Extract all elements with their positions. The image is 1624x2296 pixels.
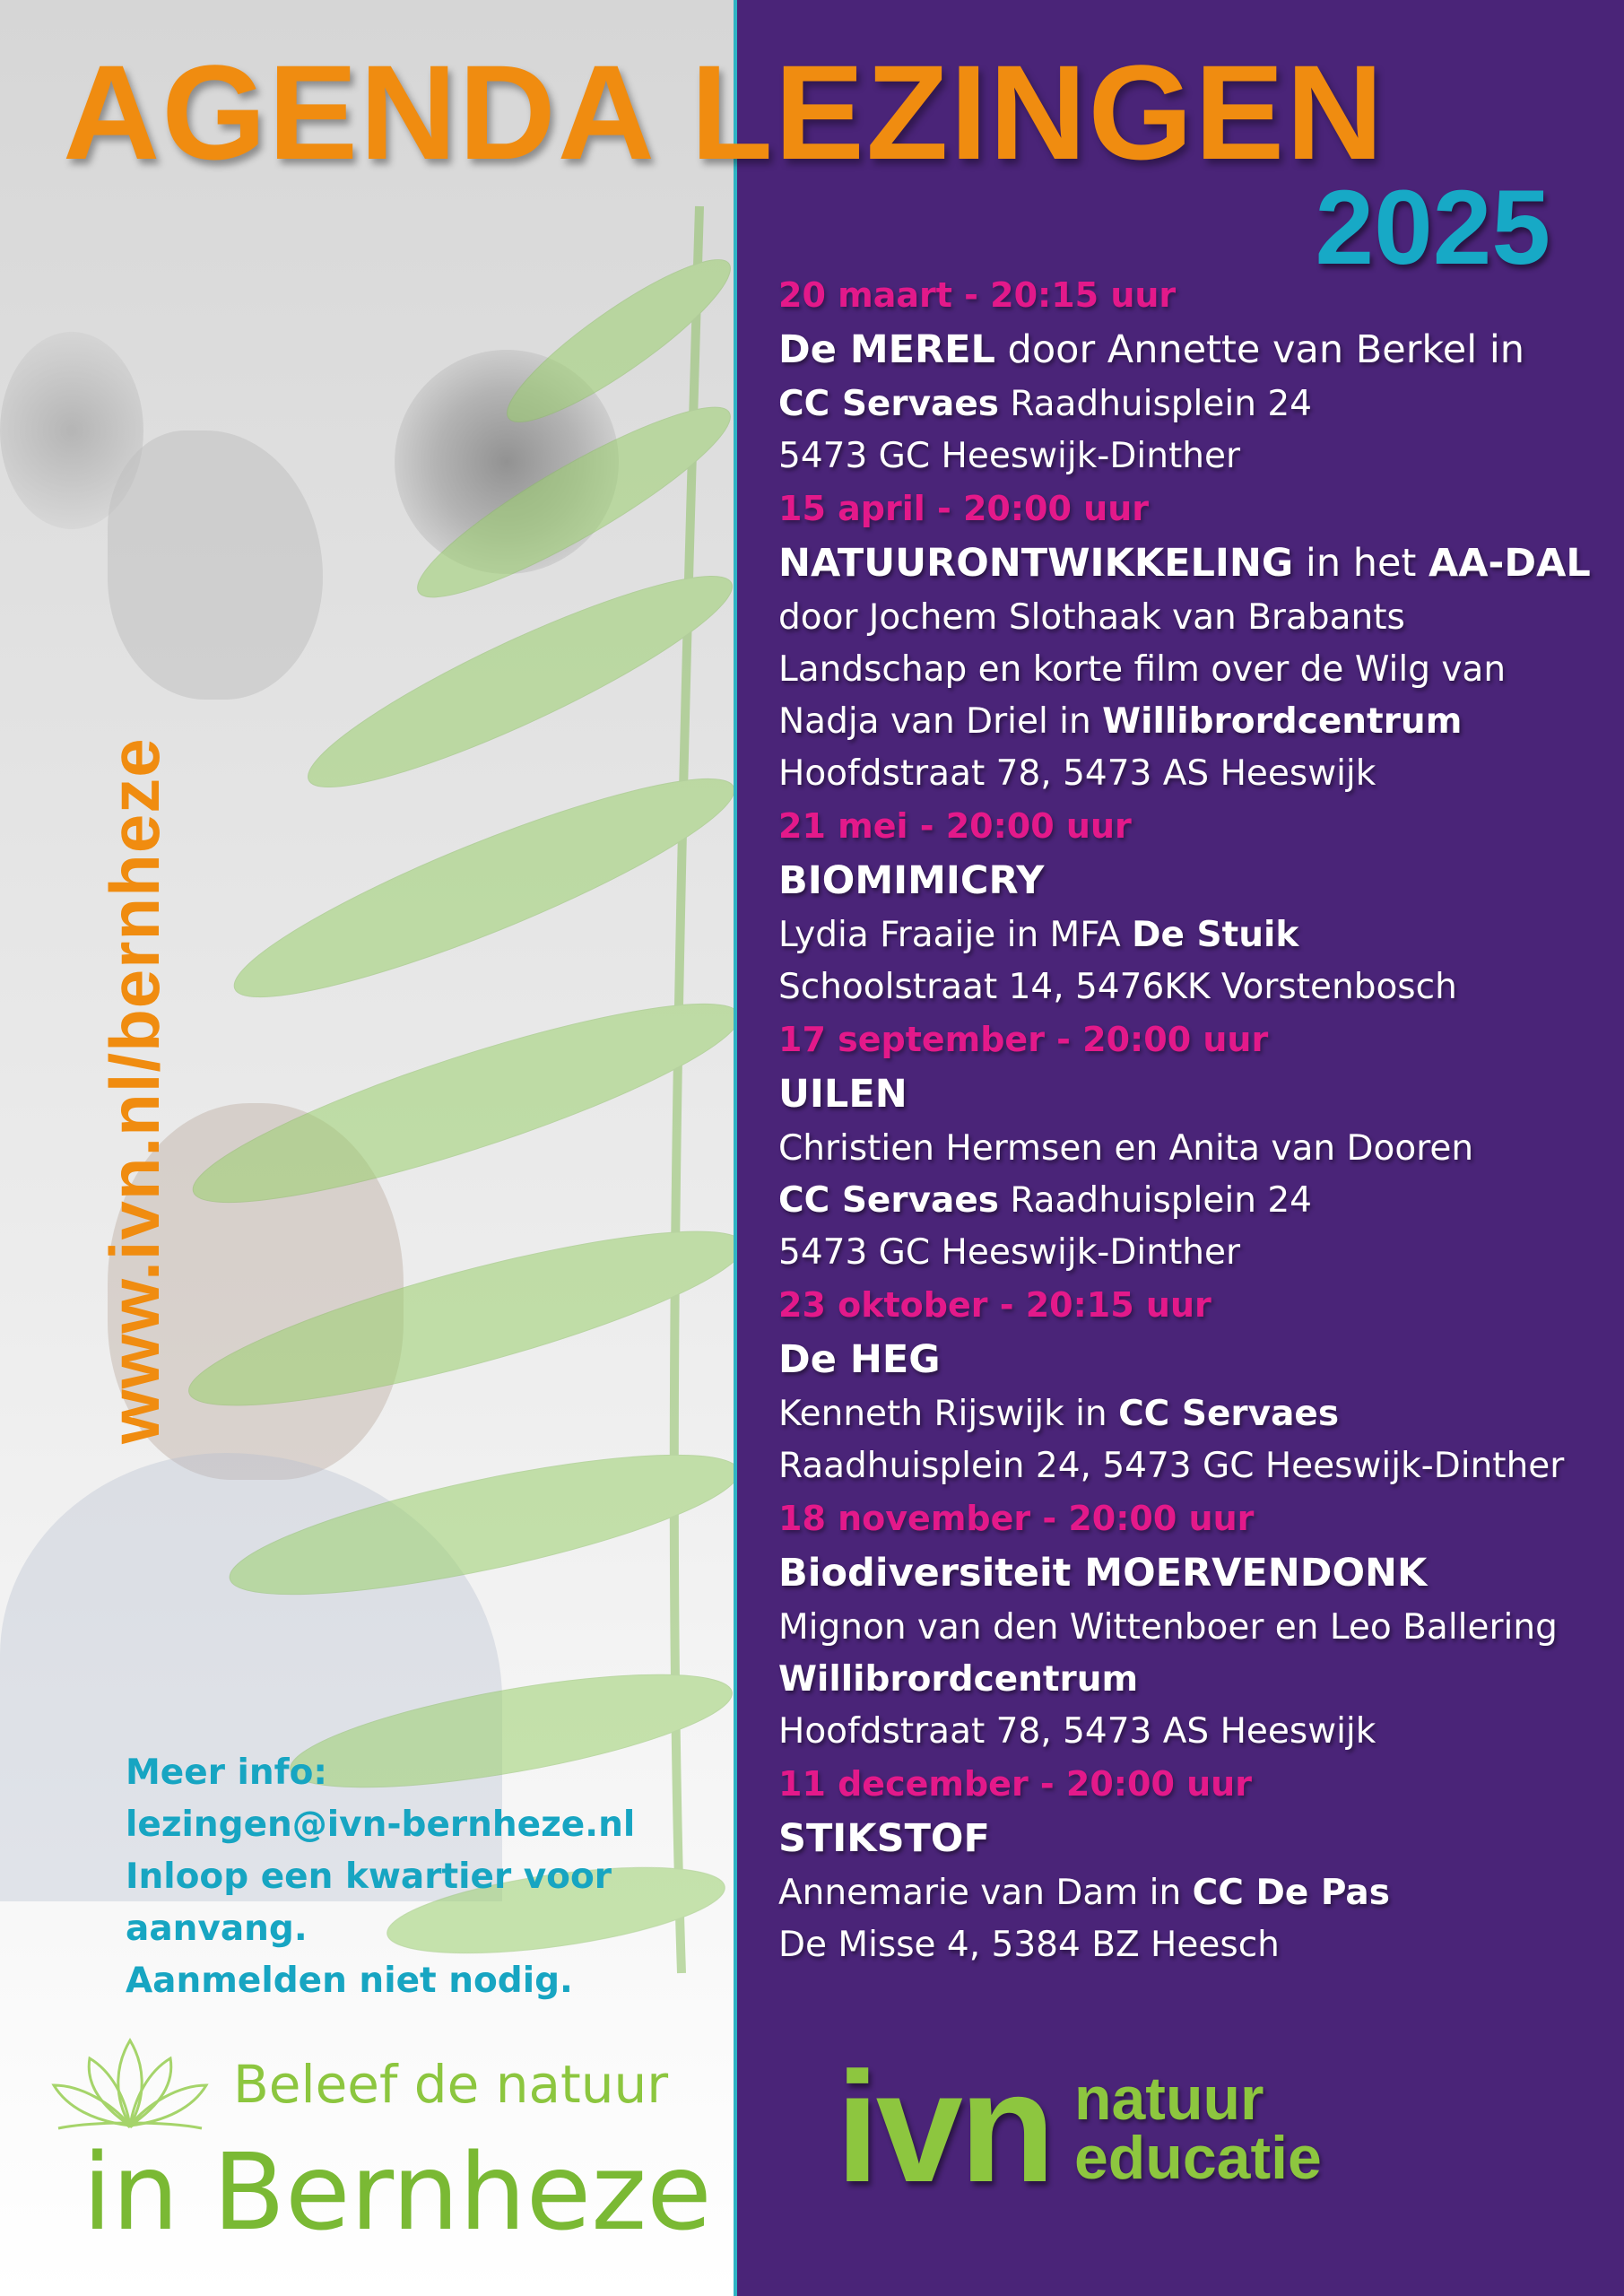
event-highlight-text: CC Servaes — [1118, 1394, 1340, 1434]
info-line: Inloop een kwartier voor — [126, 1857, 612, 1897]
info-email-link[interactable]: lezingen@ivn-bernheze.nl — [126, 1805, 636, 1845]
event-detail-line — [778, 430, 1612, 483]
event-highlight-text: Biodiversiteit MOERVENDONK — [778, 1551, 1428, 1596]
info-block — [126, 1747, 699, 2007]
event-text: in het — [1293, 541, 1429, 586]
event-item — [778, 1279, 1612, 1492]
event-highlight-text: NATUURONTWIKKELING — [778, 541, 1294, 586]
ivn-tag-line: educatie — [1073, 2123, 1322, 2192]
event-detail-line — [778, 1654, 1612, 1706]
ivn-logo-tagline — [1073, 2064, 1322, 2192]
event-text: 5473 GC Heeswijk-Dinther — [778, 1232, 1240, 1273]
event-text: Lydia Fraaije in MFA — [778, 915, 1133, 955]
event-date: 17 september - 20:00 uur — [778, 1020, 1269, 1059]
event-text: Raadhuisplein 24, 5473 GC Heeswijk-Dinther — [778, 1446, 1565, 1486]
event-text: De Misse 4, 5384 BZ Heesch — [778, 1925, 1280, 1965]
event-date: 15 april - 20:00 uur — [778, 489, 1150, 528]
event-title-line — [778, 535, 1612, 592]
event-text: Annemarie van Dam in — [778, 1873, 1193, 1913]
ivn-tag-line: natuur — [1073, 2064, 1264, 2133]
event-item — [778, 800, 1612, 1013]
event-text: door Jochem Slothaak van Brabants — [778, 597, 1405, 638]
event-date: 18 november - 20:00 uur — [778, 1499, 1255, 1538]
event-highlight-text: STIKSTOF — [778, 1816, 990, 1861]
event-text: Kenneth Rijswijk in — [778, 1394, 1119, 1434]
event-text: Hoofdstraat 78, 5473 AS Heeswijk — [778, 1711, 1376, 1752]
event-detail-line — [778, 378, 1612, 430]
event-detail-line — [778, 1602, 1612, 1654]
event-detail-line — [778, 592, 1612, 644]
event-date: 23 oktober - 20:15 uur — [778, 1285, 1211, 1325]
event-title-line — [778, 1331, 1612, 1388]
event-title-line — [778, 1544, 1612, 1602]
info-line: Meer info: — [126, 1752, 328, 1793]
event-detail-line — [778, 909, 1612, 961]
event-detail-line — [778, 961, 1612, 1013]
event-text: Mignon van den Wittenboer en Leo Ballering — [778, 1607, 1558, 1648]
panel-divider — [734, 0, 737, 2296]
event-highlight-text: BIOMIMICRY — [778, 858, 1045, 903]
event-text: Raadhuisplein 24 — [999, 1180, 1312, 1221]
event-highlight-text: Willibrordcentrum — [1102, 701, 1463, 742]
event-text: Christien Hermsen en Anita van Dooren — [778, 1128, 1474, 1169]
event-highlight-text: CC Servaes — [778, 1180, 999, 1221]
event-detail-line — [778, 748, 1612, 800]
event-text: 5473 GC Heeswijk-Dinther — [778, 436, 1240, 476]
event-detail-line — [778, 696, 1612, 748]
event-highlight-text: UILEN — [778, 1072, 908, 1117]
event-highlight-text: Willibrordcentrum — [778, 1659, 1139, 1700]
year-label: 2025 — [1315, 169, 1550, 287]
event-date: 21 mei - 20:00 uur — [778, 806, 1132, 846]
event-date: 11 december - 20:00 uur — [778, 1764, 1252, 1804]
event-text: Landschap en korte film over de Wilg van — [778, 649, 1507, 690]
event-title-line — [778, 1065, 1612, 1123]
event-date: 20 maart - 20:15 uur — [778, 275, 1177, 315]
ivn-logo — [836, 2040, 1322, 2215]
event-list — [778, 269, 1612, 1971]
event-item — [778, 1013, 1612, 1279]
event-title-line — [778, 321, 1612, 378]
event-title-line — [778, 1810, 1612, 1867]
event-item — [778, 1758, 1612, 1971]
website-link[interactable]: www.ivn.nl/bernheze — [95, 737, 174, 1444]
event-highlight-text: De Stuik — [1132, 915, 1299, 955]
event-detail-line — [778, 1919, 1612, 1971]
event-text: door Annette van Berkel in — [994, 327, 1525, 372]
event-detail-line — [778, 644, 1612, 696]
slogan-large: in Bernheze — [83, 2130, 712, 2254]
event-highlight-text: CC De Pas — [1192, 1873, 1390, 1913]
event-highlight-text: CC Servaes — [778, 384, 999, 424]
event-highlight-text: De HEG — [778, 1337, 941, 1382]
event-text: Hoofdstraat 78, 5473 AS Heeswijk — [778, 753, 1376, 794]
event-text: Schoolstraat 14, 5476KK Vorstenbosch — [778, 967, 1457, 1007]
event-item — [778, 269, 1612, 483]
event-detail-line — [778, 1123, 1612, 1175]
event-detail-line — [778, 1227, 1612, 1279]
info-line: Aanmelden niet nodig. — [126, 1961, 573, 2001]
event-detail-line — [778, 1175, 1612, 1227]
event-highlight-text: De MEREL — [778, 327, 995, 372]
event-text: Nadja van Driel in — [778, 701, 1103, 742]
ivn-logo-word: ivn — [836, 2040, 1052, 2215]
slogan-small: Beleef de natuur — [233, 2054, 669, 2115]
page-title: AGENDA LEZINGEN — [63, 37, 1385, 187]
event-detail-line — [778, 1706, 1612, 1758]
event-item — [778, 1492, 1612, 1758]
event-detail-line — [778, 1388, 1612, 1440]
event-item — [778, 483, 1612, 800]
event-highlight-text: AA-DAL — [1428, 541, 1591, 586]
event-detail-line — [778, 1440, 1612, 1492]
info-line: aanvang. — [126, 1909, 308, 1949]
event-detail-line — [778, 1867, 1612, 1919]
event-title-line — [778, 852, 1612, 909]
event-text: Raadhuisplein 24 — [999, 384, 1312, 424]
lotus-icon — [40, 2031, 220, 2139]
